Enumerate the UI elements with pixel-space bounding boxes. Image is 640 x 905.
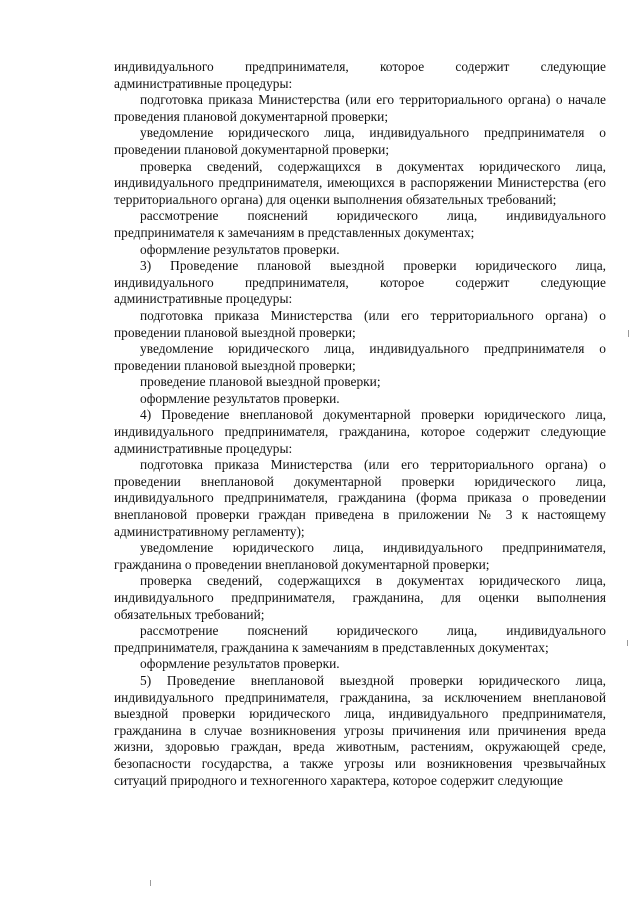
scan-speck xyxy=(150,880,151,886)
scan-speck xyxy=(627,640,628,646)
paragraph: проверка сведений, содержащихся в документах юридического лица, индивидуального предпринимателя, имеющихся в распоряжении Министерства (его территориального органа) для оценки выполнения обязательных требований; xyxy=(114,158,606,207)
paragraph: уведомление юридического лица, индивидуального предпринимателя о проведении плановой документарной проверки; xyxy=(114,125,606,157)
document-page xyxy=(114,59,606,789)
paragraph: рассмотрение пояснений юридического лица, индивидуального предпринимателя, гражданина к замечаниям в представленных документах; xyxy=(114,623,606,655)
paragraph: 3) Проведение плановой выездной проверки юридического лица, индивидуального предпринимателя, которое содержит следующие административные процедуры: xyxy=(114,258,606,307)
paragraph: уведомление юридического лица, индивидуального предпринимателя, гражданина о проведении внеплановой документарной проверки; xyxy=(114,540,606,572)
paragraph: 5) Проведение внеплановой выездной проверки юридического лица, индивидуального предпринимателя, гражданина, за исключением внеплановой выездной проверки юридического лица, индивидуального предпринимателя, гражданина в случае возникновения угрозы причинения или причинения вреда жизни, здоровью граждан, вреда животным, растениям, окружающей среде, безопасности государства, а также угрозы или возникновения чрезвычайных ситуаций природного и техногенного характера, которое содержит следующие xyxy=(114,672,606,788)
scan-speck xyxy=(628,330,629,337)
paragraph: оформление результатов проверки. xyxy=(140,390,340,406)
paragraph: уведомление юридического лица, индивидуального предпринимателя о проведении плановой выездной проверки; xyxy=(114,341,606,373)
paragraph: оформление результатов проверки. xyxy=(140,241,340,257)
paragraph: подготовка приказа Министерства (или его территориального органа) о проведении внеплановой документарной проверки юридического лица, индивидуального предпринимателя, гражданина (форма приказа о проведении внеплановой проверки граждан приведена в приложении № 3 к настоящему административному регламенту); xyxy=(114,457,606,539)
paragraph: проверка сведений, содержащихся в документах юридического лица, индивидуального предпринимателя, гражданина, для оценки выполнения обязательных требований; xyxy=(114,573,606,622)
paragraph: рассмотрение пояснений юридического лица, индивидуального предпринимателя к замечаниям в представленных документах; xyxy=(114,208,606,240)
paragraph: 4) Проведение внеплановой документарной проверки юридического лица, индивидуального предпринимателя, гражданина, которое содержит следующие административные процедуры: xyxy=(114,407,606,456)
paragraph: подготовка приказа Министерства (или его территориального органа) о проведении плановой выездной проверки; xyxy=(114,307,606,340)
paragraph: подготовка приказа Министерства (или его территориального органа) о начале проведения плановой документарной проверки; xyxy=(114,92,606,124)
paragraph: индивидуального предпринимателя, которое содержит следующие административные процедуры: xyxy=(114,59,606,91)
paragraph: проведение плановой выездной проверки; xyxy=(140,374,381,390)
paragraph: оформление результатов проверки. xyxy=(140,656,340,672)
